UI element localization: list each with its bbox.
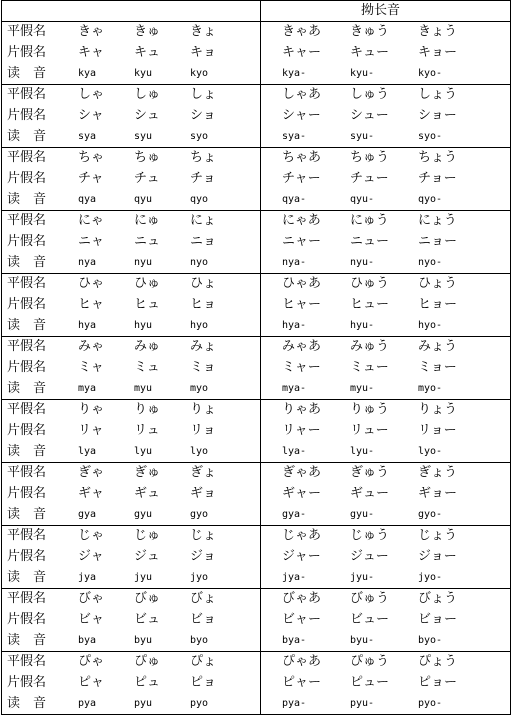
katakana-long-cell: リュー	[350, 423, 389, 438]
row-label-hiragana: 平假名	[7, 591, 47, 606]
row-label-hiragana: 平假名	[7, 465, 47, 480]
katakana-cell: ジャ	[78, 549, 104, 564]
reading-long-cell: jyu-	[350, 572, 375, 583]
katakana-cell: ギュ	[134, 486, 161, 501]
reading-long-cell: kyo-	[418, 68, 443, 79]
hiragana-long-cell: ぎゅう	[350, 465, 390, 480]
katakana-long-cell: チャー	[282, 171, 321, 186]
row-label-hiragana: 平假名	[7, 276, 47, 291]
katakana-long-cell: ピョー	[418, 675, 458, 690]
row-label-katakana: 片假名	[7, 108, 47, 123]
reading-cell: nyu	[134, 257, 153, 268]
hiragana-long-cell: びょう	[418, 591, 458, 606]
hiragana-long-cell: びゅう	[350, 591, 390, 606]
reading-long-cell: myo-	[418, 383, 443, 394]
katakana-cell: キャ	[78, 45, 105, 60]
reading-cell: gyo	[190, 509, 209, 520]
hiragana-cell: みょ	[190, 339, 217, 354]
reading-long-cell: nyo-	[418, 257, 443, 268]
reading-cell: syu	[134, 131, 153, 142]
katakana-long-cell: ギュー	[350, 486, 390, 501]
katakana-cell: キョ	[190, 45, 217, 60]
katakana-long-cell: ジュー	[350, 549, 389, 564]
katakana-cell: ニュ	[134, 234, 161, 249]
hiragana-cell: りゅ	[134, 402, 161, 417]
reading-long-cell: bya-	[282, 635, 307, 646]
hiragana-long-cell: ひゅう	[350, 276, 390, 291]
katakana-long-cell: ニュー	[350, 234, 390, 249]
hiragana-long-cell: ぴゅう	[350, 654, 390, 669]
katakana-cell: ジョ	[190, 549, 216, 564]
hiragana-long-cell: ひょう	[418, 276, 458, 291]
hiragana-long-cell: じょう	[418, 528, 458, 543]
row-label-reading: 读 音	[7, 129, 47, 144]
katakana-cell: ヒャ	[78, 297, 105, 312]
row-label-katakana: 片假名	[7, 612, 47, 627]
hiragana-cell: ちゅ	[134, 150, 161, 165]
katakana-cell: ギャ	[78, 486, 105, 501]
hiragana-cell: ぴょ	[190, 654, 217, 669]
reading-cell: pyo	[190, 698, 209, 709]
katakana-cell: ビャ	[78, 612, 105, 627]
katakana-long-cell: ピャー	[282, 675, 322, 690]
katakana-long-cell: キョー	[418, 45, 458, 60]
hiragana-cell: りゃ	[78, 402, 105, 417]
row-label-katakana: 片假名	[7, 45, 47, 60]
reading-long-cell: kya-	[282, 68, 307, 79]
reading-long-cell: qya-	[282, 194, 307, 205]
hiragana-long-cell: ちゅう	[350, 150, 390, 165]
hiragana-long-cell: みゃあ	[282, 339, 322, 354]
reading-cell: hyu	[134, 320, 153, 331]
reading-long-cell: lyo-	[418, 446, 443, 457]
katakana-cell: ミョ	[190, 360, 216, 375]
reading-long-cell: syo-	[418, 131, 443, 142]
katakana-cell: ピャ	[78, 675, 105, 690]
hiragana-long-cell: りょう	[418, 402, 458, 417]
hiragana-cell: みゅ	[134, 339, 161, 354]
row-label-katakana: 片假名	[7, 234, 47, 249]
row-label-reading: 读 音	[7, 444, 47, 459]
hiragana-long-cell: にゃあ	[282, 213, 321, 228]
hiragana-long-cell: みょう	[418, 339, 458, 354]
hiragana-long-cell: しゃあ	[282, 87, 322, 102]
katakana-cell: ピョ	[190, 675, 217, 690]
katakana-cell: ビュ	[134, 612, 161, 627]
hiragana-cell: にょ	[190, 213, 216, 228]
katakana-cell: ギョ	[190, 486, 217, 501]
hiragana-long-cell: りゅう	[350, 402, 390, 417]
hiragana-long-cell: しょう	[418, 87, 458, 102]
katakana-long-cell: ミャー	[282, 360, 321, 375]
katakana-cell: ビョ	[190, 612, 217, 627]
reading-cell: mya	[78, 383, 97, 394]
reading-long-cell: qyu-	[350, 194, 375, 205]
katakana-cell: シャ	[78, 108, 104, 123]
hiragana-long-cell: きゅう	[350, 24, 390, 39]
row-label-reading: 读 音	[7, 381, 47, 396]
reading-long-cell: nyu-	[350, 257, 375, 268]
reading-cell: kyo	[190, 68, 209, 79]
hiragana-cell: びゅ	[134, 591, 161, 606]
katakana-cell: ニョ	[190, 234, 217, 249]
kana-table	[1, 0, 511, 715]
row-label-reading: 读 音	[7, 255, 47, 270]
hiragana-long-cell: ぴょう	[418, 654, 458, 669]
row-label-katakana: 片假名	[7, 297, 47, 312]
reading-long-cell: pya-	[282, 698, 307, 709]
hiragana-cell: りょ	[190, 402, 217, 417]
katakana-long-cell: ヒュー	[350, 297, 390, 312]
row-label-hiragana: 平假名	[7, 150, 47, 165]
katakana-long-cell: ニョー	[418, 234, 458, 249]
reading-cell: qyo	[190, 194, 209, 205]
hiragana-long-cell: りゃあ	[282, 402, 322, 417]
hiragana-cell: じゅ	[134, 528, 161, 543]
reading-cell: pya	[78, 698, 97, 709]
reading-long-cell: mya-	[282, 383, 307, 394]
reading-cell: qyu	[134, 194, 153, 205]
hiragana-cell: ひゃ	[78, 276, 105, 291]
reading-long-cell: gyu-	[350, 509, 375, 520]
hiragana-cell: ぎゅ	[134, 465, 161, 480]
reading-long-cell: jyo-	[418, 572, 443, 583]
katakana-long-cell: チョー	[418, 171, 457, 186]
row-label-hiragana: 平假名	[7, 339, 47, 354]
reading-long-cell: syu-	[350, 131, 375, 142]
katakana-cell: ジュ	[134, 549, 160, 564]
katakana-long-cell: リョー	[418, 423, 457, 438]
row-label-katakana: 片假名	[7, 423, 47, 438]
column-divider	[260, 1, 261, 714]
row-label-hiragana: 平假名	[7, 87, 47, 102]
katakana-cell: リャ	[78, 423, 104, 438]
hiragana-long-cell: じゃあ	[282, 528, 322, 543]
hiragana-long-cell: きゃあ	[282, 24, 322, 39]
hiragana-cell: ぎゃ	[78, 465, 105, 480]
katakana-long-cell: シュー	[350, 108, 389, 123]
hiragana-cell: ぴゃ	[78, 654, 105, 669]
reading-long-cell: gyo-	[418, 509, 443, 520]
reading-long-cell: jya-	[282, 572, 307, 583]
reading-cell: gyu	[134, 509, 153, 520]
hiragana-cell: きゅ	[134, 24, 161, 39]
row-label-reading: 读 音	[7, 696, 47, 711]
katakana-cell: リュ	[134, 423, 160, 438]
reading-cell: syo	[190, 131, 209, 142]
katakana-cell: リョ	[190, 423, 216, 438]
katakana-cell: シュ	[134, 108, 160, 123]
reading-cell: gya	[78, 509, 97, 520]
hiragana-cell: しゅ	[134, 87, 161, 102]
row-label-katakana: 片假名	[7, 675, 47, 690]
row-label-hiragana: 平假名	[7, 402, 47, 417]
hiragana-long-cell: びゃあ	[282, 591, 322, 606]
reading-cell: qya	[78, 194, 97, 205]
hiragana-cell: ぎょ	[190, 465, 217, 480]
row-label-reading: 读 音	[7, 192, 47, 207]
katakana-cell: ショ	[190, 108, 216, 123]
row-label-hiragana: 平假名	[7, 528, 47, 543]
reading-long-cell: kyu-	[350, 68, 375, 79]
katakana-cell: チョ	[190, 171, 216, 186]
long-sound-header: 拗长音	[361, 3, 401, 18]
row-label-hiragana: 平假名	[7, 654, 47, 669]
row-label-reading: 读 音	[7, 507, 47, 522]
katakana-long-cell: ジャー	[282, 549, 321, 564]
reading-long-cell: sya-	[282, 131, 307, 142]
reading-cell: myo	[190, 383, 209, 394]
reading-long-cell: pyo-	[418, 698, 443, 709]
reading-long-cell: lya-	[282, 446, 307, 457]
katakana-long-cell: キュー	[350, 45, 390, 60]
reading-long-cell: byo-	[418, 635, 443, 646]
katakana-long-cell: ピュー	[350, 675, 390, 690]
row-label-hiragana: 平假名	[7, 213, 47, 228]
hiragana-long-cell: ひゃあ	[282, 276, 322, 291]
reading-cell: jya	[78, 572, 97, 583]
katakana-long-cell: ギョー	[418, 486, 458, 501]
hiragana-cell: きゃ	[78, 24, 105, 39]
katakana-long-cell: キャー	[282, 45, 322, 60]
hiragana-long-cell: きょう	[418, 24, 458, 39]
katakana-long-cell: リャー	[282, 423, 321, 438]
katakana-long-cell: ジョー	[418, 549, 457, 564]
hiragana-cell: びょ	[190, 591, 217, 606]
reading-long-cell: myu-	[350, 383, 375, 394]
hiragana-cell: ちょ	[190, 150, 217, 165]
reading-long-cell: nya-	[282, 257, 307, 268]
row-label-katakana: 片假名	[7, 360, 47, 375]
reading-cell: hyo	[190, 320, 209, 331]
katakana-long-cell: シャー	[282, 108, 321, 123]
hiragana-cell: みゃ	[78, 339, 105, 354]
hiragana-cell: にゃ	[78, 213, 104, 228]
hiragana-cell: じょ	[190, 528, 217, 543]
reading-cell: bya	[78, 635, 97, 646]
hiragana-cell: ひょ	[190, 276, 217, 291]
reading-cell: lyo	[190, 446, 209, 457]
katakana-long-cell: ビュー	[350, 612, 390, 627]
row-label-reading: 读 音	[7, 66, 47, 81]
katakana-cell: チュ	[134, 171, 160, 186]
katakana-cell: ニャ	[78, 234, 105, 249]
katakana-cell: ヒョ	[190, 297, 217, 312]
hiragana-cell: しょ	[190, 87, 217, 102]
hiragana-long-cell: にょう	[418, 213, 457, 228]
hiragana-cell: ぴゅ	[134, 654, 161, 669]
reading-cell: byo	[190, 635, 209, 646]
katakana-long-cell: ミョー	[418, 360, 457, 375]
reading-long-cell: hyo-	[418, 320, 443, 331]
katakana-cell: ピュ	[134, 675, 161, 690]
reading-cell: nyo	[190, 257, 209, 268]
row-label-katakana: 片假名	[7, 486, 47, 501]
row-label-reading: 读 音	[7, 318, 47, 333]
katakana-cell: キュ	[134, 45, 161, 60]
hiragana-long-cell: みゅう	[350, 339, 390, 354]
katakana-long-cell: ヒョー	[418, 297, 458, 312]
katakana-cell: チャ	[78, 171, 104, 186]
reading-cell: kya	[78, 68, 97, 79]
reading-cell: byu	[134, 635, 153, 646]
katakana-long-cell: ギャー	[282, 486, 322, 501]
reading-long-cell: byu-	[350, 635, 375, 646]
reading-cell: myu	[134, 383, 153, 394]
katakana-long-cell: ビョー	[418, 612, 458, 627]
hiragana-long-cell: じゅう	[350, 528, 390, 543]
row-label-katakana: 片假名	[7, 549, 47, 564]
hiragana-cell: にゅ	[134, 213, 160, 228]
hiragana-long-cell: ぎょう	[418, 465, 458, 480]
hiragana-cell: びゃ	[78, 591, 105, 606]
katakana-long-cell: ニャー	[282, 234, 322, 249]
hiragana-cell: じゃ	[78, 528, 105, 543]
reading-cell: lyu	[134, 446, 153, 457]
katakana-long-cell: チュー	[350, 171, 389, 186]
hiragana-long-cell: しゅう	[350, 87, 390, 102]
reading-long-cell: gya-	[282, 509, 307, 520]
reading-cell: pyu	[134, 698, 153, 709]
reading-long-cell: qyo-	[418, 194, 443, 205]
row-label-reading: 读 音	[7, 633, 47, 648]
row-label-katakana: 片假名	[7, 171, 47, 186]
reading-long-cell: pyu-	[350, 698, 375, 709]
hiragana-long-cell: にゅう	[350, 213, 389, 228]
katakana-long-cell: ミュー	[350, 360, 389, 375]
reading-cell: hya	[78, 320, 97, 331]
katakana-long-cell: ビャー	[282, 612, 322, 627]
katakana-cell: ヒュ	[134, 297, 161, 312]
hiragana-long-cell: ぴゃあ	[282, 654, 322, 669]
hiragana-long-cell: ちゃあ	[282, 150, 322, 165]
reading-cell: kyu	[134, 68, 153, 79]
reading-cell: jyo	[190, 572, 209, 583]
reading-cell: nya	[78, 257, 97, 268]
katakana-cell: ミュ	[134, 360, 160, 375]
hiragana-long-cell: ぎゃあ	[282, 465, 322, 480]
reading-cell: lya	[78, 446, 97, 457]
reading-cell: sya	[78, 131, 97, 142]
katakana-long-cell: ヒャー	[282, 297, 322, 312]
hiragana-cell: しゃ	[78, 87, 105, 102]
row-label-reading: 读 音	[7, 570, 47, 585]
row-label-hiragana: 平假名	[7, 24, 47, 39]
reading-cell: jyu	[134, 572, 153, 583]
hiragana-cell: きょ	[190, 24, 217, 39]
katakana-cell: ミャ	[78, 360, 104, 375]
reading-long-cell: hyu-	[350, 320, 375, 331]
hiragana-long-cell: ちょう	[418, 150, 458, 165]
reading-long-cell: lyu-	[350, 446, 375, 457]
katakana-long-cell: ショー	[418, 108, 457, 123]
hiragana-cell: ひゅ	[134, 276, 161, 291]
hiragana-cell: ちゃ	[78, 150, 105, 165]
reading-long-cell: hya-	[282, 320, 307, 331]
